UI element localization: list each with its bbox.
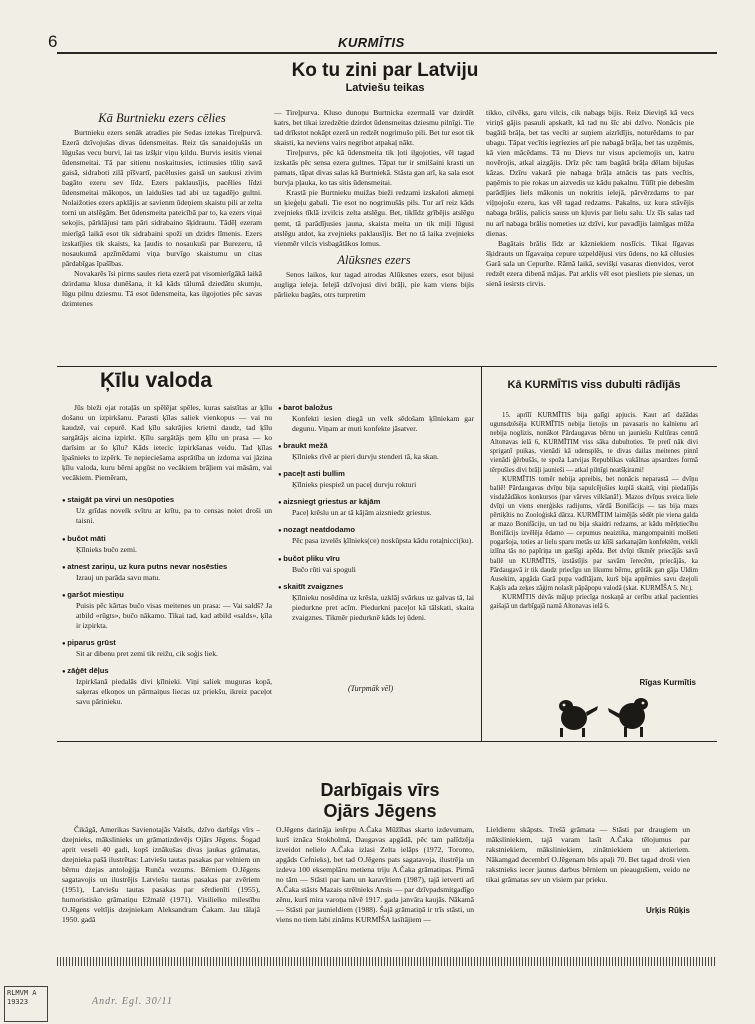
paragraph: O.Jēgens darināja ietērpu A.Čaka Mūžības skarto izdevumam, kurš iznāca Stokholmā, Daugavas apgādā, pēc tam palīdzēja izveidot nelielo A.Čaka izlasi Zelta ielāps (1972, Toronto, apgāds Cefnieks), bet tad O.Jēgens pats sagatavoja, ilustrēja un izdeva 100 eksemplāru metiena triju A.Čaka grāmatiņas. Pirmā no tām — Stāsti par karu un karavīriem (1987), tajā ietverti arī A.Čaka stāsts Mazais strēlnieks Ansis — par dzīvpadsmitgadīgo zēnu, kurš mira varoņa nāvē 1917. gada janvāra kaujās. Nākamā — Stāsti par jaunieldiem (1988). Šajā grāmatiņā ir trīs stāsti, un viens no tiem labi zināms KURMĪŠA lasītājiem — xyxy=(276,825,474,925)
list-item xyxy=(62,562,272,583)
radio-title: Kā KURMĪTIS viss dubulti rādījās xyxy=(507,379,681,391)
radio-column xyxy=(490,411,698,675)
continued-note: (Turpmāk vēl) xyxy=(348,684,394,693)
item-text: Sit ar dibenu pret zemi tik reižu, cik soģis liek. xyxy=(76,648,218,658)
ojars-column-3 xyxy=(486,825,690,901)
paragraph: — Tireļpurva. Kluso dunoņu Burtnicka ezermalā var dzirdēt katrs, bet tikai izredzētie dzirdot ūdensmeitas dziesmu pilnīgi. Tie tad drīkstot nokāpt ezerā un redzēt nogrimušo pili. Bet tur esot tik skaisti, ka neviens vairs negribot atpakaļ nākt. xyxy=(274,108,474,148)
feature-title: Ko tu zini par Latviju xyxy=(291,60,479,81)
mole-right-icon xyxy=(608,698,648,737)
item-text: Pēc pasa izvelēs ķīlnieks(ce) noskūpsta kādu rotaļnicci(ku). xyxy=(292,536,474,546)
item-title: ● staigāt pa virvi un nesūpoties xyxy=(62,495,272,506)
item-title: ● bučot māti xyxy=(62,534,272,545)
item-title: ● garšot miestiņu xyxy=(62,590,272,601)
kilu-list-right xyxy=(278,403,474,623)
column-rule xyxy=(481,367,482,741)
feature-column-3 xyxy=(486,108,694,364)
list-item xyxy=(278,554,474,575)
paragraph: Burtnieku ezers senāk atradies pie Sedas iztekas Tireļpurvā. Ezerā dzīvojušas divas ūdensmeitas. Reiz tās sanaidojušās un lūgušas vecu burvi, lai tas izšķir viņu ķildu. Burvis iesitis vienai ūdensmeitai. Tā par sitienu noskaitusies, ictinusies tūliņ savā gaisā, sidraboti zilā pīšvartī, pacēlusies gaisā un saukusi zivim bagāto ezeru sev līdz. Ezers paklausījis, pacēlies līdzi ūdensmeitai mākoņos, un laidušies tad abi uz tagadējo gultni. Nolaižoties ezers apklājis ar savienm ūdeņiem skaistu pili ar zelta torni un atslēgām. Bet ūdensmeita pateicībā par to, ka ezers viņai sekojis, pārklājusi tam pāri sidrabaino šķidrautu. Tādēļ ezeram mierīgā laikā esot tik sidrabaini spoži un dzidrs līmenis. Ezers izskatījies tik skaists, ka ļaudis to nosaukuši par Burezeru, tā nosaukumā apzīmēdami viņa burvīgo skaistumu un citas pārdabīgas īpašības. xyxy=(62,128,262,268)
list-item xyxy=(278,441,474,462)
ojars-signature: Urķis Rūķis xyxy=(645,906,690,915)
feature-column-1 xyxy=(62,110,262,362)
paragraph: KURMĪTIS dėvās mājup priecīga noskaņā ar cerību atkal pacienties gaišajā un darbīgajā namā Altonavas ielā 6. xyxy=(490,593,698,610)
item-text: Uz grīdas novelk svītru ar krītu, pa to censas noiet droši un taisni. xyxy=(76,506,272,526)
item-title: ● aizsniegt griestus ar kājām xyxy=(278,497,474,508)
list-item xyxy=(62,666,272,707)
item-text: Ķīlnieks piespiež un paceļ durvju rokturi xyxy=(292,480,417,490)
item-title: ● bučot pliku vīru xyxy=(278,554,474,565)
section-rule xyxy=(57,741,717,742)
list-item xyxy=(278,469,474,490)
list-item xyxy=(62,590,272,631)
paragraph: Novakarēs īsi pirms saules rieta ezerā pat visomierīgākā laikā dzirdama klusa dunēšana, it kā kāds tālumā dziedātu skumju, lūgu pilnu dziesmu. Tā esot ūdensmeita, kas ilgojoties pēc savas dzimtenes xyxy=(62,268,262,308)
feature-column-2 xyxy=(274,108,474,364)
decorative-band xyxy=(57,957,717,966)
paragraph: Čikāgā, Amerikas Savienotajās Valstīs, dzīvo darbīgs vīrs – dzejnieks, mākslinieks un grāmatizdevējs Ojārs Jēgens. Šogad aprit veseli 40 gadi, kopš iznākušas divas jaukas grāmatas, dzejnieka pašā ilustrētas: Latviešu tautas pasakas par velniem un bērnu dzejas antoloģija Runča vezums. Bērniem O.Jēgens sagatavojis un ilustrējis Latviešu tautas pasakas par zvēriem (1951), Latviešu tautas pasakas par sērdienīti (1955), humoristisko grāmatiņu Ežmalē (1971). Visilielko milestību O.Jēgens veltījis dzejniekam Aleksandram Čakam. Jau tālajā 1950. gadā xyxy=(62,825,260,925)
archive-stamp: RLMVM A 19323 xyxy=(4,986,48,1022)
kilu-column-1 xyxy=(62,403,272,741)
item-title: ● nozagt neatdodamo xyxy=(278,525,474,536)
moles-illustration xyxy=(548,692,660,742)
kilu-intro: Jūs bieži ejat rotaļās un spēlējat spēles, kuras saistītas ar ķīlu došanu un izpirkšanu. Parasti ķīlas saliek vienkopus — vai nu kaudzē, vai cepurē. Kad ķīlu sakrājies krietni daudz, tad ķīlu sargātājs aicina izpirkt. Ķīlu sargātājs ņem ķīlu un prasa — ko darīsim ar šo ķīlu? Kāds ietecic izpirkšanas veidu. Tad ķīlas īpašnieks to izpērk. Te nepieciešama asprātība un izdoma vai jāzina ķīlu valoda, kuru bērni apgūst no vecākiem brāļiem vai māsām, vai vecākiem. Piemēram, xyxy=(62,403,272,483)
item-title: ● braukt mežā xyxy=(278,441,474,452)
story-title-aluksnes: Alūksnes ezers xyxy=(337,252,411,267)
ojars-column-2 xyxy=(276,825,474,945)
feature-subtitle: Latviešu teikas xyxy=(345,82,425,94)
item-title: ● piparus grūst xyxy=(62,638,272,649)
item-text: Ķīlnieks rīvē ar pieri durvju stenderi tā, ka skan. xyxy=(292,452,439,462)
paragraph: Krastā pie Burtnieku muižas bieži redzami izskaloti akmeņi un ķieģeļu gabali. Tie esot no nogrimušās pils. Tur arī reiz kāds zvejnieks tīklā izvilcis zelta atslēgu. Bet, tiklīdz grībējis atslēgu ņemt, tā parādījusies jauna, skaista meita un tik miļi lūgusi atslēgu atdot, ka zvejnieks paklausījis. Bet no tā laika zvejnieks vienmēr vilcis visbagātākos lomus. xyxy=(274,188,474,248)
paragraph: KURMĪTIS tomēr nebija apreibis, bet nonācis neparastā — dvīņu ballē! Pārdaugavas dvīņu bija sapulcējušies kuplā skaitā, viņi piedalījās visdažādākos konkursos (par vārves vilkšanā!). Mazos dvīņus sveica liele dvīņi un viens enerģisks radijums, vārdā Bonifācijs — tas bija mazs pērtiķītis no Zooloģiskā dārza. KURMĪTIM laimējās sēdēt pie viena galda ar mazo Bonifāciju, un tad nu bija skaidri redzams, ar kādu mērķtiecību Bonifācijs izvēlēja ēdamo — cepumus neaiztika, mangompainiti molšeti pogaršoja, toties ar lielu sparu metās uz kūši sarkanajām konfektēm, veikli izlīna tās no papīriņa un garšīgi apēda. Bet dvīņi tīkmēr priecājās savā ballē un KURMĪTIS, izstāstījis par savām īerecēm, priecājās, ka Pārdaugavā ir tik daudz priecīgu un likumu bērnu, grūtāk gan gāja Uldim Ausekim, apgāda Garā pupa vadītājam, kurš bija apņēmies savu dzejoli Kaķīs ada zeķes zāģim nolasīt pāpāpopu valodā (skat. KURMĪŠA 5. Nr.). xyxy=(490,475,698,592)
item-text: Izrauj un parāda savu matu. xyxy=(76,572,161,582)
item-title: ● barot baložus xyxy=(278,403,474,414)
item-text: Bučo rūti vai spoguli xyxy=(292,564,356,574)
paragraph: Lieldienu skāpsts. Trešā grāmata — Stāsti par draugiem un māksliniekiem, tajā varam lasīt A.Čaka tēlojumus par rakstniekiem, māksliniekiem, zinātniekiem un aktieriem. Nākamgad decembrī O.Jēgenam būs apaļi 70. Bet tagad droši vien rakstnieks iecer jaunus darbus bērniem un pieaugušiem, veido ne tikai grāmatas sev un visiem par prieku. xyxy=(486,825,690,885)
list-item xyxy=(62,638,272,659)
publication-name: KURMĪTIS xyxy=(338,35,405,50)
radio-signature: Rīgas Kurmītis xyxy=(639,678,696,687)
kilu-column-2 xyxy=(278,403,474,703)
item-text: Puisis pēc kārtas bučo visas meitenes un prasa: — Vai saldš? Ja atbild «rūgts», bučo nākamo. Tikai tad, kad atbild «salds», ķīla ir izpirkta. xyxy=(76,600,272,630)
item-text: Konfekti iesien diegā un velk sēdošam ķīlniekam gar degunu. Viņam ar muti konfekte jāsatver. xyxy=(292,414,474,434)
item-text: Ķīlnieks bučo zemi. xyxy=(76,544,137,554)
section-rule xyxy=(57,366,717,367)
list-item xyxy=(278,525,474,546)
paragraph: 15. aprīlī KURMĪTIS bija galīgi apjucis. Kaut arī dažādas ugunsdzēsēja KURMĪTIS nebija lietojis un pavasaris no kalnienu arī nebija noglizis, nonākot Pārdaugavas bērnu un jauniešu Kultūras centrā Altonavas ielā 6, KURMĪTIM viss sāka dubultoties. Te pretī nāk divi spriganī puikas, vienādi kā udensplēs, te divas dailas meitenes pinnī vienādi ģērbušās, te spoža Latvijas Republikas vakālnas apsardzes formā tērpušies divi brāļi jaunieši — atkal pilnīgi neatšķirami! xyxy=(490,412,698,474)
paragraph: Senos laikos, kur tagad atrodas Alūksnes ezers, esot bijusi augliga ieleja. Ielejā dzīvojusi divi brāļi, pie kam viens bijis pārlieku bagāts, otrs turpretim xyxy=(274,269,474,299)
item-title: ● skaitīt zvaigznes xyxy=(278,582,474,593)
item-text: Ķīlnieku nosēdina uz krēsla, uzklāj svārkus uz galvas tā, lai piedurkne pret acīm. Piedurkni paceļot kā tālskati, skaita zvaigznes. Tikmēr piedurknē kāds lej ūdeni. xyxy=(292,592,474,622)
list-item xyxy=(62,495,272,526)
paragraph: tikko, cilvēks, garu vilcis, cik nabags bijis. Reiz Dieviņš kā vecs viriņš gājis pasauli apskatīt, kā tad nu šīc abi dzīvo. Nonācis pie bagātā brāļa, bet tas vecīti ar suņiem aizrīdījis, noturēdams to par ubagu. Tāpat vecītis iegriezies arī pie nabagā brāļa, bet tas uzņēmis, kā vien mācēdams. Tā nu Dievs tur visus apciemojis un, katru novērojis, atkal aizgājis. Drīz pēc tam bagātā brāļa dēlam bijušas kāzas. Dzīru vakarā pie nabaga brāļa atnācis tas pats vecītis, paņēmis to pie rokas un aizvedis uz kādu pakalnu. Tūlīt pie debesīm parādījies liels mākonis un nokritis ielejā, pārvērzdams to par viļņojošu ezeru, kas vēl tagad redzams. Pakalns, uz kura stāvējis nabaga brālis, palicis sauss un kļuvis par lielu salu. Uz šīs salas tad nu arī nabaga brālis nometies uz dzīvi, kur pavadījis laimīgas mūža dienas. xyxy=(486,108,694,238)
list-item xyxy=(278,582,474,623)
ojars-column-1 xyxy=(62,825,260,945)
ojars-title: Darbīgais vīrs xyxy=(320,780,440,800)
item-text: Izpirkšanā piedalās divi ķīlnieki. Viņi saliek muguras kopā, saķeras elkoņos un pārmaiņus liecas uz priekšu, ikreiz paceļot savu pārinieku. xyxy=(76,677,272,707)
story-title-burtnieku: Kā Burtnieku ezers cēlies xyxy=(98,111,226,125)
mole-left-icon xyxy=(559,700,598,737)
header-rule xyxy=(57,52,717,54)
pencil-note: Andr. Egl. 30/11 xyxy=(92,996,173,1007)
page-number: 6 xyxy=(48,32,58,51)
paragraph: Tireļpurvs, pēc kā ūdensmeita tik ļoti ilgojoties, vēl tagad izskatās pēc sensa ezera gultnes. Tāpat tur ir smilšaini krasti un pamats, tāpat divas salas kā Burtniekā. Stāsta gan arī, ka sala esot burvja pļauka, ko tas sitis ūdensmeitai. xyxy=(274,148,474,188)
item-title: ● atnest zariņu, uz kura putns nevar nosēsties xyxy=(62,562,272,573)
item-title: ● zāģēt dēļus xyxy=(62,666,272,677)
list-item xyxy=(278,497,474,518)
ojars-title-name: Ojārs Jēgens xyxy=(323,801,437,821)
list-item xyxy=(62,534,272,555)
paragraph: Bagātais brālis līdz ar kāzniekiem noslīcis. Tikai līgavas šķidrauts un līgavaiņa cepure uzpeldējusi virs ūdens, no kā cēlusies Garā sala un Cepurīte. Rāmā laikā, sevišķi vasaras dienvidos, verot redzēt ezera dibenā mājas. Pat arklis vēl esot piesliets pie sienas, un sienā iesirsts cirvis. xyxy=(486,238,694,288)
kilu-list-left xyxy=(62,495,272,707)
item-title: ● paceļt asti bullim xyxy=(278,469,474,480)
kilu-title: Ķīlu valoda xyxy=(100,369,213,392)
list-item xyxy=(278,403,474,434)
item-text: Paceļ krēslu un ar tā kājām aizsniedz griestus. xyxy=(292,508,432,518)
